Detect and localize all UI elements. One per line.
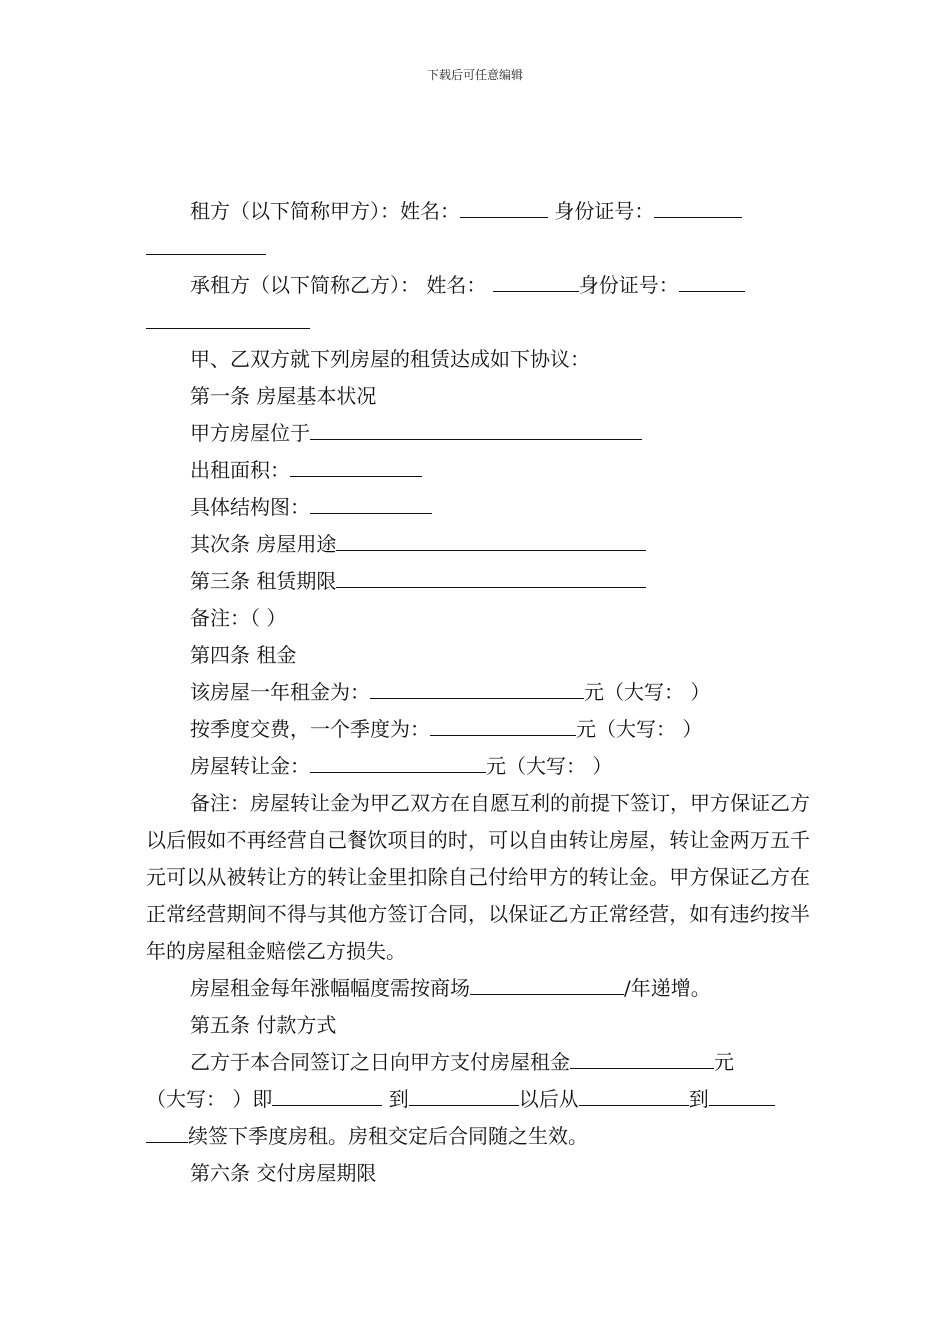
lessee-id-continuation bbox=[146, 304, 810, 341]
house-location-blank[interactable] bbox=[310, 415, 642, 440]
lessee-name-blank[interactable] bbox=[493, 267, 579, 292]
transfer-fee-line bbox=[146, 748, 810, 785]
later-from-label: 以后从 bbox=[518, 1087, 579, 1111]
structure-diagram-line bbox=[146, 489, 810, 526]
payment-label: 乙方于本合同签订之日向甲方支付房屋租金 bbox=[190, 1050, 570, 1074]
lessor-id-continuation bbox=[146, 230, 810, 267]
page-header-note: 下载后可任意编辑 bbox=[426, 68, 523, 82]
later-to-label: 到 bbox=[688, 1087, 709, 1111]
lessor-name-blank[interactable] bbox=[460, 193, 548, 218]
house-location-line bbox=[146, 415, 810, 452]
lessee-id-label: 身份证号： bbox=[578, 273, 679, 297]
renewal-line bbox=[146, 1118, 810, 1155]
house-location-label: 甲方房屋位于 bbox=[190, 421, 310, 445]
quarterly-rent-blank[interactable] bbox=[430, 711, 576, 736]
rental-area-label: 出租面积： bbox=[190, 458, 290, 482]
rental-area-blank[interactable] bbox=[290, 452, 422, 477]
lessee-id-blank[interactable] bbox=[679, 267, 745, 292]
article-1-title: 第一条 房屋基本状况 bbox=[190, 384, 377, 408]
quarterly-rent-unit: 元（大写： ） bbox=[576, 717, 703, 741]
transfer-fee-blank[interactable] bbox=[310, 748, 486, 773]
payment-line bbox=[146, 1044, 810, 1081]
rent-increase-label: 房屋租金每年涨幅幅度需按商场 bbox=[190, 976, 470, 1000]
payment-period-line bbox=[146, 1081, 810, 1118]
transfer-fee-label: 房屋转让金： bbox=[190, 754, 310, 778]
structure-diagram-blank[interactable] bbox=[310, 489, 432, 514]
period-end-blank[interactable] bbox=[409, 1081, 519, 1106]
house-use-blank[interactable] bbox=[336, 526, 646, 551]
annual-rent-line bbox=[146, 674, 810, 711]
renewal-text: 续签下季度房租。房租交定后合同随之生效。 bbox=[188, 1124, 588, 1148]
annual-rent-unit: 元（大写： ） bbox=[584, 680, 711, 704]
lessor-name-label: 租方（以下简称甲方）：姓名： bbox=[190, 199, 460, 223]
quarterly-rent-line bbox=[146, 711, 810, 748]
payment-amount-blank[interactable] bbox=[570, 1044, 714, 1069]
lessor-id-label: 身份证号： bbox=[554, 199, 655, 223]
annual-rent-label: 该房屋一年租金为： bbox=[190, 680, 370, 704]
later-start-blank[interactable] bbox=[579, 1081, 689, 1106]
period-start-blank[interactable] bbox=[272, 1081, 382, 1106]
later-end-blank[interactable] bbox=[709, 1081, 775, 1106]
lessor-line bbox=[146, 193, 810, 230]
quarterly-rent-label: 按季度交费，一个季度为： bbox=[190, 717, 430, 741]
agreement-intro: 甲、乙双方就下列房屋的租赁达成如下协议： bbox=[190, 347, 590, 371]
transfer-fee-unit: 元（大写： ） bbox=[486, 754, 613, 778]
article-2-title: 其次条 房屋用途 bbox=[190, 532, 337, 556]
article-3-title: 第三条 租赁期限 bbox=[190, 569, 337, 593]
payment-words-label: （大写： ）即 bbox=[146, 1087, 273, 1111]
lessee-line bbox=[146, 267, 810, 304]
lessor-id-blank[interactable] bbox=[654, 193, 742, 218]
lessee-name-label: 承租方（以下简称乙方）： 姓名： bbox=[190, 273, 487, 297]
article-4-title: 第四条 租金 bbox=[190, 643, 297, 667]
lessee-id-blank-cont[interactable] bbox=[146, 304, 310, 329]
contract-body bbox=[146, 193, 810, 1192]
article-5-title: 第五条 付款方式 bbox=[190, 1013, 337, 1037]
transfer-fee-remark: 备注：房屋转让金为甲乙双方在自愿互利的前提下签订，甲方保证乙方以后假如不再经营自己餐饮项目的时，可以自由转让房屋，转让金两万五千元可以从被转让方的转让金里扣除自己付给甲方的转让金。甲方保证乙方在正常经营期间不得与其他方签订合同，以保证乙方正常经营，如有违约按半年的房屋租金赔偿乙方损失。 bbox=[146, 791, 810, 963]
structure-diagram-label: 具体结构图： bbox=[190, 495, 310, 519]
payment-unit: 元 bbox=[714, 1050, 734, 1074]
lessor-id-blank-cont[interactable] bbox=[146, 230, 266, 255]
article-6-title: 第六条 交付房屋期限 bbox=[190, 1161, 377, 1185]
rental-area-line bbox=[146, 452, 810, 489]
lease-term-blank[interactable] bbox=[336, 563, 646, 588]
rent-increase-line bbox=[146, 970, 810, 1007]
later-end-blank-cont[interactable] bbox=[146, 1118, 188, 1143]
rent-increase-unit: /年递增。 bbox=[624, 976, 711, 1000]
article-2-line bbox=[146, 526, 810, 563]
remark-1: 备注：（ ） bbox=[190, 606, 287, 630]
rent-increase-blank[interactable] bbox=[470, 970, 624, 995]
article-3-line bbox=[146, 563, 810, 600]
period-to-label: 到 bbox=[388, 1087, 409, 1111]
annual-rent-blank[interactable] bbox=[370, 674, 584, 699]
